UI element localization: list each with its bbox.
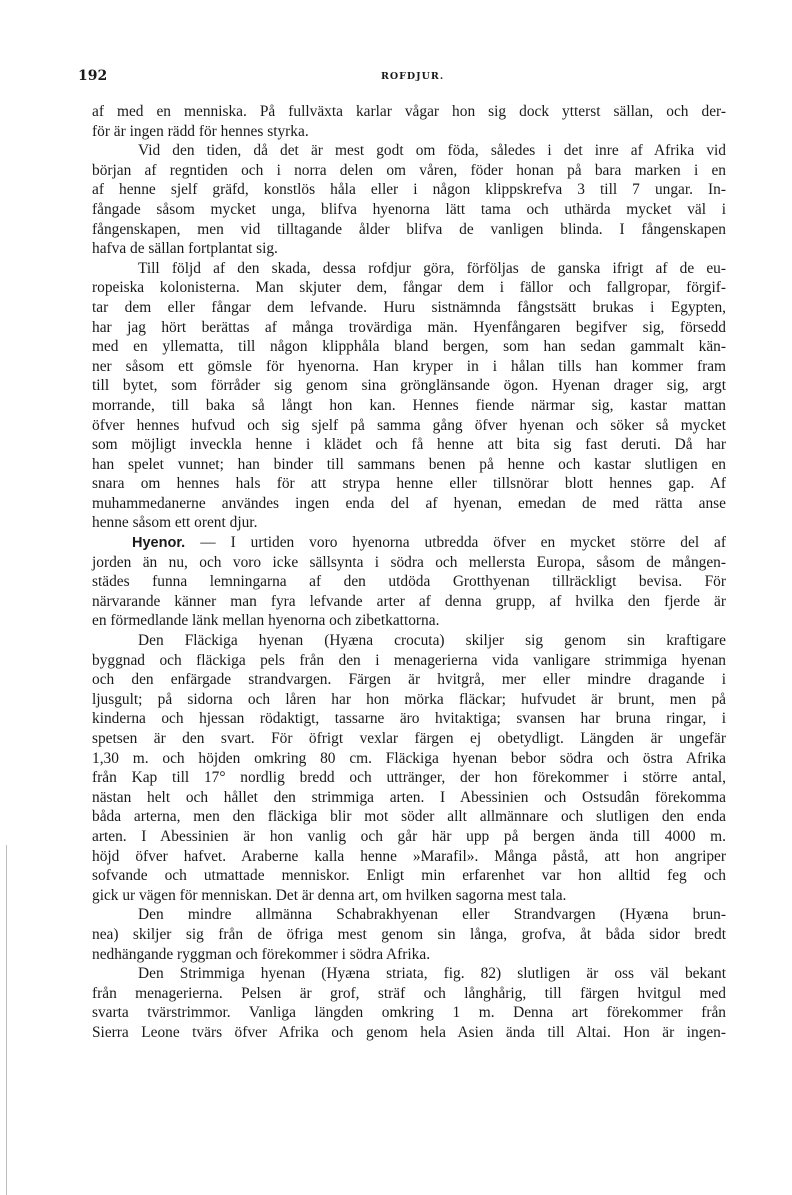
text-line: närvarande känner man fyra lefvande arter af denna grupp, af hvilka den fjerde är [92, 592, 726, 610]
text-line: från Kap till 17° nordlig bredd och uttränger, der hon förekommer i större antal, [92, 769, 726, 787]
text-line: höjd öfver hafvet. Araberne kalla henne »Marafil». Många påstå, att hon angriper [92, 847, 726, 865]
text-line: af henne sjelf gräfd, konstlös håla eller i någon klippskrefva 3 till 7 ungar. In- [92, 181, 726, 199]
text-line: fångenskapen, men vid tilltagande ålder blifva de vanligen blinda. I fångenskapen [92, 220, 726, 238]
paragraph [92, 141, 726, 259]
text-line: henne såsom ett orent djur. [92, 514, 258, 532]
text-line: båda arterna, men den fläckiga blir mot söder allt allmännare och slutligen den enda [92, 808, 726, 826]
text-line: sofvande och utmattade menniskor. Enligt min erfarenhet var hon alltid feg och [92, 867, 726, 885]
text-line: 1,30 m. och höjden omkring 80 cm. Fläckiga hyenan bebor södra och östra Afrika [92, 749, 726, 767]
text-line: och den enfärgade strandvargen. Färgen är hvitgrå, mer eller mindre dragande i [92, 671, 726, 689]
text-line: Den Strimmiga hyenan (Hyæna striata, fig. 82) slutligen är oss väl bekant [138, 965, 726, 983]
page-number: 192 [78, 68, 108, 84]
paragraph [92, 533, 726, 631]
text-line: kinderna och hjessan rödaktigt, tassarne äro hvitaktiga; svansen har bruna ringar, i [92, 710, 726, 728]
text-line: har jag hört berättas af många trovärdiga män. Hyenfångaren begifver sig, försedd [92, 318, 726, 336]
page-header [78, 68, 728, 88]
text-line: Sierra Leone tvärs öfver Afrika och genom hela Asien ända till Altai. Hon är ingen- [92, 1023, 726, 1041]
text-line-rest: — I urtiden voro hyenorna utbredda öfver en mycket större del af [200, 534, 726, 552]
text-line: fångade såsom mycket unga, blifva hyenorna lätt tama och uthärda mycket väl i [92, 200, 726, 218]
section-heading: Hyenor. [132, 535, 201, 552]
running-title: ROFDJUR. [381, 71, 445, 82]
paragraph [92, 102, 726, 141]
text-line [92, 533, 726, 553]
text-line: Den Fläckiga hyenan (Hyæna crocuta) skiljer sig genom sin kraftigare [138, 632, 726, 650]
text-line: tar dem eller fångar dem lefvande. Huru sistnämnda fångstsätt brukas i Egypten, [92, 298, 726, 316]
paragraph [92, 905, 726, 964]
text-line: arten. I Abessinien är hon vanlig och går här upp på bergen ända till 4000 m. [92, 827, 726, 845]
text-line: från menagerierna. Pelsen är grof, sträf och långhårig, till färgen hvitgul med [92, 984, 726, 1002]
scan-margin-line [6, 845, 7, 1195]
text-line: ropeiska kolonisterna. Man skjuter dem, fångar dem i fällor och fallgropar, förgif- [92, 279, 726, 297]
text-line: ner såsom ett gömsle för hyenorna. Han kryper in i hålan tills han kommer fram [92, 357, 726, 375]
text-line: spetsen är den svart. För öfrigt vexlar färgen ej obetydligt. Längden är ungefär [92, 730, 726, 747]
text-line: till bytet, som förråder sig genom sina grönglänsande ögon. Hyenan drager sig, argt [92, 377, 726, 395]
text-line: början af regntiden och i norra delen om våren, föder honan på bara marken i en [92, 161, 726, 179]
text-line: nea) skiljer sig från de öfriga mest genom sin långa, grofva, åt båda sidor bredt [92, 925, 726, 943]
text-line: Vid den tiden, då det är mest godt om föda, således i det inre af Afrika vid [138, 142, 726, 160]
text-line: han spelet vunnet; han binder till sammans benen på henne och kastar slutligen en [92, 455, 726, 473]
text-line: nästan helt och hållet den strimmiga arten. I Abessinien och Ostsudân förekomma [92, 788, 726, 806]
text-line: städes funna lemningarna af den utdöda Grotthyenan tillräckligt bevisa. För [92, 573, 726, 591]
text-line: Till följd af den skada, dessa rofdjur göra, förföljas de ganska ifrigt af de eu- [138, 259, 726, 277]
text-line: byggnad och fläckiga pels från den i menagerierna vida vanligare strimmiga hyenan [92, 651, 726, 669]
text-line: snara om hennes hals för att strypa henne eller tillsnörar blott hennes gap. Af [92, 475, 726, 493]
text-line: muhammedanerne användes ingen enda del af hyenan, emedan de med rätta anse [92, 494, 726, 512]
text-line: gick ur vägen för menniskan. Det är denna art, om hvilken sagorna mest tala. [92, 886, 567, 904]
text-line: Den mindre allmänna Schabrakhyenan eller Strandvargen (Hyæna brun- [138, 906, 726, 924]
paragraph [92, 631, 726, 905]
text-line: med en yllematta, till någon klipphåla bland bergen, som han sedan gammalt kän- [92, 338, 726, 356]
text-line: för är ingen rädd för hennes styrka. [92, 122, 309, 140]
text-line: svarta tvärstrimmor. Vanliga längden omkring 1 m. Denna art förekommer från [92, 1004, 726, 1022]
text-line: hafva de sällan fortplantat sig. [92, 240, 278, 258]
body-text [92, 102, 726, 1043]
text-line: öfver hennes hufvud och sig sjelf på samma gång öfver hyenan och söker så mycket [92, 416, 726, 434]
text-line: som möjligt inveckla henne i klädet och få henne att bita sig fast deruti. Då har [92, 436, 726, 454]
text-line: af med en menniska. På fullväxta karlar vågar hon sig dock ytterst sällan, och der- [92, 103, 726, 120]
paragraph [92, 259, 726, 533]
text-line: en förmedlande länk mellan hyenorna och zibetkattorna. [92, 612, 440, 630]
text-line: ljusgult; på sidorna och låren har hon mörka fläckar; hufvudet är brunt, men på [92, 690, 726, 708]
text-line: jorden än nu, och voro icke sällsynta i södra och mellersta Europa, såsom de mången- [92, 553, 726, 571]
text-line: nedhängande ryggman och förekommer i södra Afrika. [92, 945, 431, 963]
text-line: morrande, till baka så långt hon kan. Hennes fiende närmar sig, kastar mattan [92, 396, 726, 414]
paragraph [92, 964, 726, 1042]
